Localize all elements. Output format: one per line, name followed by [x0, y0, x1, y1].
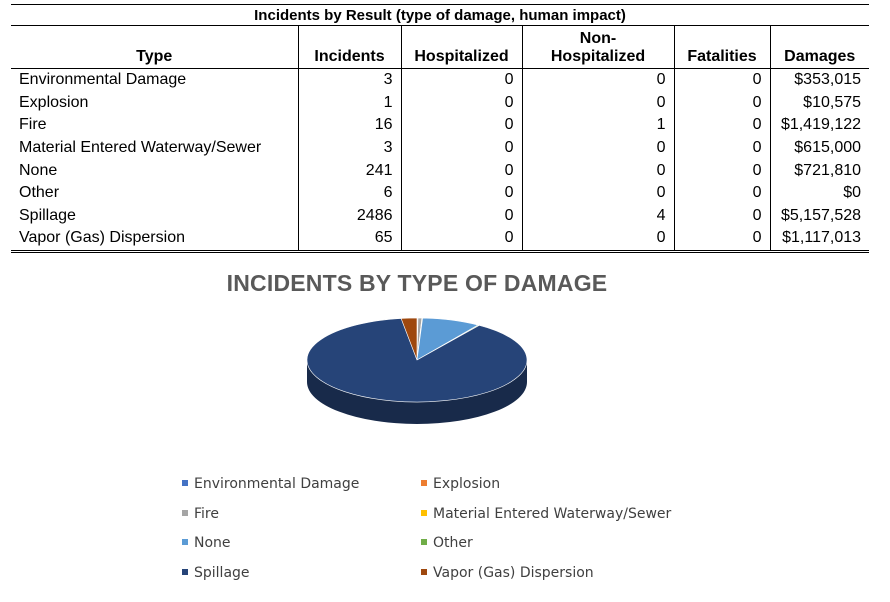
header-non-hospitalized [522, 26, 674, 69]
table-row [11, 137, 869, 160]
legend-item [421, 506, 671, 522]
cell-fatalities: 0 [674, 205, 770, 228]
cell-damages: $615,000 [770, 137, 869, 160]
legend-label: Vapor (Gas) Dispersion [433, 564, 594, 581]
cell-damages: $10,575 [770, 92, 869, 115]
legend-item [421, 535, 473, 551]
legend-swatch [182, 539, 188, 545]
header-incidents: Incidents [298, 26, 401, 69]
legend-swatch [182, 480, 188, 486]
cell-hospitalized: 0 [401, 182, 522, 205]
legend-item [421, 565, 594, 581]
legend-label: Fire [194, 505, 219, 522]
cell-type: Material Entered Waterway/Sewer [19, 139, 262, 157]
cell-incidents: 1 [298, 92, 401, 115]
cell-non-hospitalized: 0 [522, 92, 674, 115]
table-row [11, 114, 869, 137]
header-non-hospitalized-line2: Hospitalized [550, 48, 646, 65]
cell-hospitalized: 0 [401, 205, 522, 228]
cell-type: Other [19, 184, 60, 202]
cell-non-hospitalized: 0 [522, 227, 674, 251]
cell-type: Fire [19, 116, 47, 134]
legend-item [182, 476, 359, 492]
table-row [11, 92, 869, 115]
cell-fatalities: 0 [674, 159, 770, 182]
table-header-row [11, 26, 869, 69]
cell-type: Explosion [19, 93, 89, 111]
cell-fatalities: 0 [674, 137, 770, 160]
legend-item [182, 535, 231, 551]
legend-swatch [421, 569, 427, 575]
legend-swatch [421, 480, 427, 486]
cell-damages: $1,419,122 [770, 114, 869, 137]
table-row [11, 159, 869, 182]
table-body [11, 69, 869, 252]
table-row [11, 182, 869, 205]
cell-incidents: 6 [298, 182, 401, 205]
cell-damages: $353,015 [770, 69, 869, 92]
header-non-hospitalized-line1: Non- [579, 30, 617, 47]
cell-incidents: 3 [298, 69, 401, 92]
legend-item [182, 565, 250, 581]
legend-swatch [182, 510, 188, 516]
header-fatalities: Fatalities [674, 26, 770, 69]
legend-label: Explosion [433, 476, 501, 492]
cell-type: None [19, 161, 58, 179]
legend-swatch [182, 569, 188, 575]
cell-fatalities: 0 [674, 114, 770, 137]
cell-non-hospitalized: 1 [522, 114, 674, 137]
cell-hospitalized: 0 [401, 159, 522, 182]
cell-hospitalized: 0 [401, 227, 522, 251]
cell-damages: $0 [770, 182, 869, 205]
cell-type: Spillage [19, 206, 76, 224]
cell-incidents: 241 [298, 159, 401, 182]
legend-label: Spillage [194, 564, 250, 581]
cell-hospitalized: 0 [401, 92, 522, 115]
cell-fatalities: 0 [674, 69, 770, 92]
legend-item [421, 476, 500, 492]
legend-label: Environmental Damage [194, 476, 360, 492]
legend-label: Material Entered Waterway/Sewer [433, 505, 672, 522]
legend-swatch [421, 539, 427, 545]
cell-damages: $1,117,013 [770, 227, 869, 251]
table-title-row [11, 5, 869, 26]
cell-non-hospitalized: 0 [522, 137, 674, 160]
cell-hospitalized: 0 [401, 114, 522, 137]
table-row [11, 227, 869, 251]
legend-swatch [421, 510, 427, 516]
cell-non-hospitalized: 4 [522, 205, 674, 228]
pie-chart [0, 300, 834, 470]
cell-incidents: 65 [298, 227, 401, 251]
table-row [11, 69, 869, 92]
legend-label: None [194, 535, 231, 551]
cell-incidents: 3 [298, 137, 401, 160]
cell-type: Vapor (Gas) Dispersion [11, 227, 298, 251]
header-hospitalized: Hospitalized [401, 26, 522, 69]
table-row [11, 205, 869, 228]
cell-type: Environmental Damage [19, 71, 187, 89]
cell-non-hospitalized: 0 [522, 159, 674, 182]
cell-hospitalized: 0 [401, 137, 522, 160]
cell-hospitalized: 0 [401, 69, 522, 92]
incidents-table-container [11, 4, 869, 253]
cell-fatalities: 0 [674, 92, 770, 115]
table-title: Incidents by Result (type of damage, human impact) [11, 5, 869, 26]
cell-fatalities: 0 [674, 227, 770, 251]
cell-non-hospitalized: 0 [522, 182, 674, 205]
cell-fatalities: 0 [674, 182, 770, 205]
chart-title: INCIDENTS BY TYPE OF DAMAGE [226, 270, 608, 296]
cell-damages: $5,157,528 [770, 205, 869, 228]
legend-label: Other [433, 535, 473, 551]
cell-damages: $721,810 [770, 159, 869, 182]
cell-incidents: 2486 [298, 205, 401, 228]
legend-item [182, 506, 219, 522]
incidents-table [11, 4, 869, 253]
cell-non-hospitalized: 0 [522, 69, 674, 92]
header-damages: Damages [770, 26, 869, 69]
cell-incidents: 16 [298, 114, 401, 137]
header-type: Type [11, 26, 298, 69]
